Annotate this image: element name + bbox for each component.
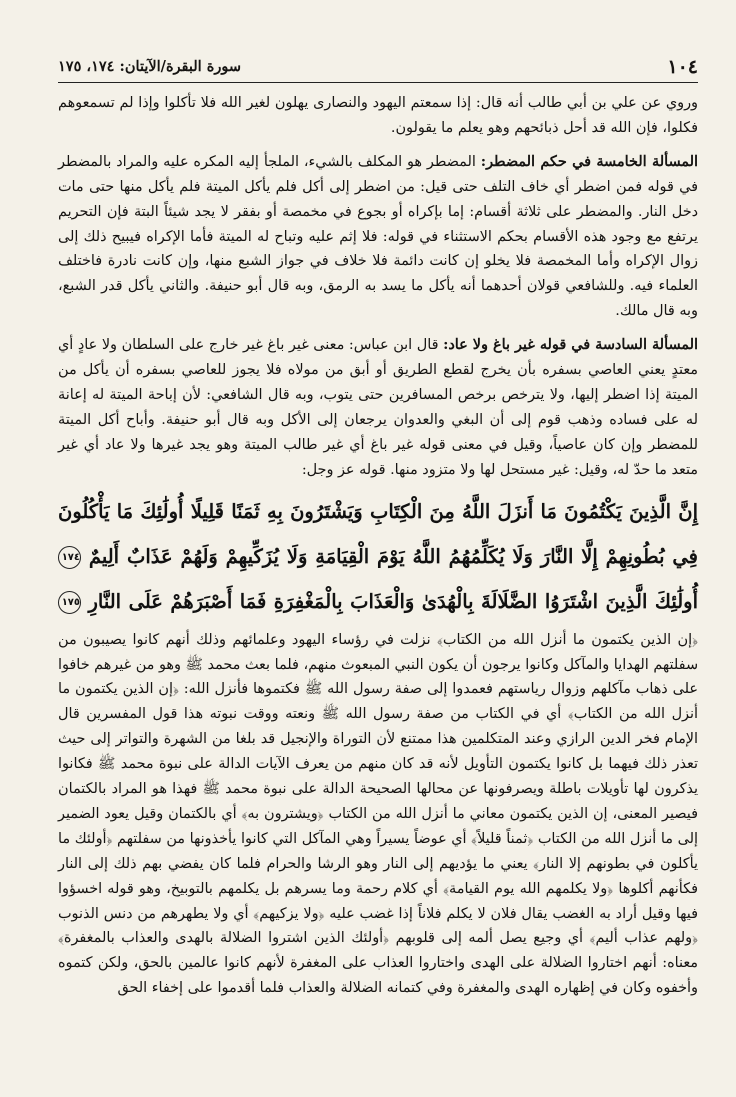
paragraph-ali-narration: وروي عن علي بن أبي طالب أنه قال: إذا سمعتم اليهود والنصارى يهلون لغير الله فلا تأكلوا وإذا لم تسمعوهم فكلوا، فإن الله قد أحل ذبائحهم وهو يعلم ما يقولون. <box>58 95 698 136</box>
sixth-issue-body: قال ابن عباس: معنى غير باغ غير خارج على السلطان ولا عادٍ أي معتدٍ يعني العاصي بسفره بأن يخرج لقطع الطريق أو أبق من مولاه فلا يجوز للعاصي بسفره أن يأكل من الميتة إذا اضطر إليها، ولا يترخص برخص المسافرين حتى يتوب، وبه قال الشافعي: لأن إباحة الميتة له إعانة له على فساده وذهب قوم إلى أن البغي والعدوان يرجعان إلى الأكل وبه قال أبو حنيفة. وأباح أكل الميتة للمضطر وإن كان عاصياً، وقيل في معنى قوله غير باغ أي غير طالب الميتة وهو يجد غيرها ولا عاد أي غير متعد ما حدّ له، وقيل: غير مستحل لها ولا متزود منها. قوله عز وجل: <box>58 337 698 478</box>
quran-verses <box>58 489 698 624</box>
page-number: ١٠٤ <box>667 56 698 78</box>
verse-174-text: إِنَّ الَّذِينَ يَكْتُمُونَ مَا أَنزَلَ اللَّهُ مِنَ الْكِتَابِ وَيَشْتَرُونَ بِهِ ثَمَنًا قَلِيلًا أُولَٰئِكَ مَا يَأْكُلُونَ فِي بُطُونِهِمْ إِلَّا النَّارَ وَلَا يُكَلِّمُهُمُ اللَّهُ يَوْمَ الْقِيَامَةِ وَلَا يُزَكِّيهِمْ وَلَهُمْ عَذَابٌ أَلِيمٌ <box>58 499 698 568</box>
page-header <box>58 52 698 83</box>
verse-number-174: ١٧٤ <box>58 546 81 569</box>
paragraph-sixth-issue <box>58 333 698 482</box>
book-page <box>58 52 698 1082</box>
sixth-issue-heading: المسألة السادسة في قوله غير باغ ولا عاد: <box>443 336 698 354</box>
paragraph-tafsir: ﴿إن الذين يكتمون ما أنزل الله من الكتاب﴾ نزلت في رؤساء اليهود وعلمائهم وذلك أنهم كانوا يصيبون من سفلتهم الهدايا والمآكل وكانوا يرجون أن يكون النبي المبعوث منهم، فلما بعث محمد ﷺ وهو من غيرهم خافوا على ذهاب مآكلهم وزوال رياستهم فعمدوا إلى صفة رسول الله ﷺ فكتموها فأنزل الله: ﴿إن الذين يكتمون ما أنزل الله من الكتاب﴾ أي في الكتاب من صفة رسول الله ﷺ ونعته ووقت نبوته هذا قول المفسرين قال الإمام فخر الدين الرازي وعند المتكلمين هذا ممتنع لأن التوراة والإنجيل قد بلغا من الشهرة والتواتر إلى حيث تعذر ذلك فيهما بل كانوا يكتمون التأويل لأنه قد كان منهم من يعرف الآيات الدالة على نبوة محمد ﷺ فكانوا يذكرون لها تأويلات باطلة ويصرفونها عن محالها الصحيحة الدالة على نبوة محمد ﷺ فهذا هو المراد بالكتمان فيصير المعنى، إن الذين يكتمون معاني ما أنزل الله من الكتاب ﴿ويشترون به﴾ أي بالكتمان وقيل يعود الضمير إلى ما أنزل الله من الكتاب ﴿ثمناً قليلاً﴾ أي عوضاً يسيراً وهي المآكل التي كانوا يأخذونها من سفلتهم ﴿أولئك ما يأكلون في بطونهم إلا النار﴾ يعني ما يؤديهم إلى النار وهو الرشا والحرام فلما كان يفضي بهم ذلك إلى النار فكأنهم أكلوها ﴿ولا يكلمهم الله يوم القيامة﴾ أي كلام رحمة وما يسرهم بل يكلمهم بالتوبيخ، وهو قوله اخسؤوا فيها وقيل أراد به الغضب يقال فلان لا يكلم فلاناً إذا غضب عليه ﴿ولا يزكيهم﴾ أي ولا يطهرهم من دنس الذنوب ﴿ولهم عذاب أليم﴾ أي وجيع يصل ألمه إلى قلوبهم ﴿أولئك الذين اشتروا الضلالة بالهدى والعذاب بالمغفرة﴾ معناه: أنهم اختاروا الضلالة على الهدى واختاروا العذاب على المغفرة لأنهم كانوا عالمين بالحق، ولكن كتموه وأخفوه وكان في إظهاره الهدى والمغفرة وفي كتمانه الضلالة والعذاب فلما أقدموا على إخفاء الحق <box>58 631 698 997</box>
fifth-issue-body: المضطر هو المكلف بالشيء، الملجأ إليه المكره عليه والمراد بالمضطر في قوله فمن اضطر أي خاف التلف حتى قيل: من اضطر إلى أكل فلم يأكل الميتة فلم يأكل منها حتى مات دخل النار. والمضطر على ثلاثة أقسام: إما بإكراه أو بجوع في مخمصة أو بفقر لا يجد شيئاً البتة فإن التحريم يرتفع مع وجود هذه الأقسام بحكم الاستثناء في قوله: فلا إثم عليه وتباح له الميتة فأما الإكراه فيبيح ذلك إلى زوال الإكراه وأما المخمصة فلا يخلو إن كانت دائمة فلا خلاف في جواز الشبع منها، وإن كانت نادرة فاختلف العلماء فيه. وللشافعي قولان أحدهما أنه يأكل ما يسد به الرمق، وبه قال أبو حنيفة. والثاني يأكل قدر الشبع، وبه قال مالك. <box>58 153 698 320</box>
fifth-issue-heading: المسألة الخامسة في حكم المضطر: <box>480 152 698 170</box>
verse-number-175: ١٧٥ <box>58 591 81 614</box>
paragraph-fifth-issue <box>58 150 698 324</box>
running-title: سورة البقرة/الآيتان: ١٧٤، ١٧٥ <box>58 58 241 75</box>
verse-175-text: أُولَٰئِكَ الَّذِينَ اشْتَرَوُا الضَّلَالَةَ بِالْهُدَىٰ وَالْعَذَابَ بِالْمَغْفِرَةِ فَمَا أَصْبَرَهُمْ عَلَى النَّارِ <box>88 589 698 613</box>
